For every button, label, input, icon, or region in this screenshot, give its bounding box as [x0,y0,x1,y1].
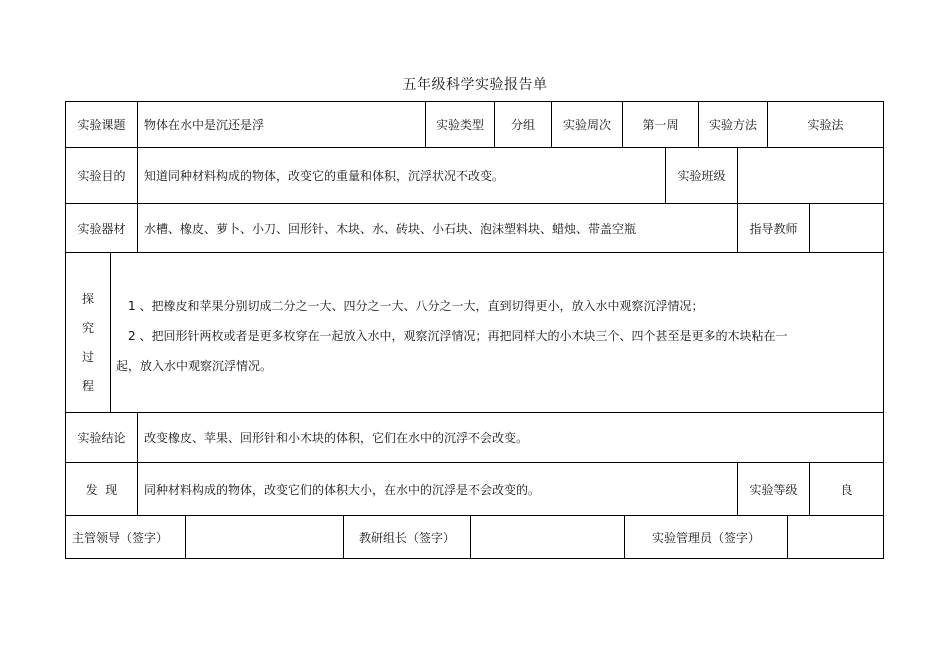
class-label: 实验班级 [677,169,726,183]
grade-value: 良 [840,482,853,497]
materials-label: 实验器材 [77,221,126,236]
process-step-2: 2 、把回形针两枚或者是更多枚穿在一起放入水中，观察沉浮情况；再把同样大的小木块三个、四个甚至是更多的木块粘在一 [128,329,788,343]
page-title: 五年级科学实验报告单 [402,77,548,93]
type-label: 实验类型 [435,118,484,132]
process-label-char: 过 [81,350,94,364]
table-border-bottom [65,558,884,559]
class-value-field [738,148,883,203]
row-divider [65,252,884,253]
topic-label: 实验课题 [77,118,126,132]
purpose-label: 实验目的 [77,169,126,183]
process-content [116,291,876,381]
teacher-label: 指导教师 [749,221,798,236]
process-label [66,285,110,401]
admin-signature-field [788,516,883,558]
process-label-char: 程 [81,379,94,393]
research-signature-label: 教研组长（签字） [358,530,455,545]
col-divider [110,252,111,412]
research-signature-field [471,516,624,558]
process-label-char: 探 [81,292,94,306]
method-value: 实验法 [807,118,844,132]
method-label: 实验方法 [708,118,757,132]
type-value: 分组 [510,118,535,132]
conclusion-value: 改变橡皮、苹果、回形针和小木块的体积，它们在水中的沉浮不会改变。 [144,431,529,445]
conclusion-label: 实验结论 [77,431,126,445]
week-value: 第一周 [642,118,679,132]
table-border-right [883,101,884,559]
materials-value: 水槽、橡皮、萝卜、小刀、回形针、木块、水、砖块、小石块、泡沫塑料块、蜡烛、带盖空瓶 [144,221,637,236]
admin-signature-label: 实验管理员（签字） [651,530,760,545]
grade-label: 实验等级 [749,482,798,497]
discovery-label: 发 现 [85,482,118,497]
week-label: 实验周次 [562,118,611,132]
teacher-value-field [810,204,883,252]
process-step-2-continued: 起，放入水中观察沉浮情况。 [116,359,273,373]
process-step-1: 1 、把橡皮和苹果分别切成二分之一大、四分之一大、八分之一大，直到切得更小，放入水中观察沉浮情况； [128,299,704,313]
purpose-value: 知道同种材料构成的物体，改变它的重量和体积，沉浮状况不改变。 [144,169,505,183]
supervisor-signature-label: 主管领导（签字） [72,530,169,545]
process-label-char: 究 [81,321,94,335]
supervisor-signature-field [186,516,343,558]
discovery-value: 同种材料构成的物体，改变它们的体积大小，在水中的沉浮是不会改变的。 [144,482,541,497]
topic-value: 物体在水中是沉还是浮 [144,118,265,132]
